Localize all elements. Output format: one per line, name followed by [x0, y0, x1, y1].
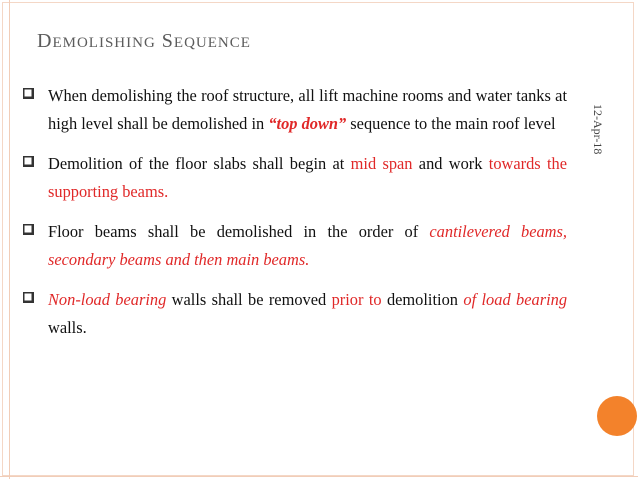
bullet-text: When demolishing the roof structure, all lift machine rooms and water tanks at high level shall be demolished in: [48, 86, 567, 133]
checkbox-bullet-icon: [23, 292, 35, 304]
bullet-text: Demolition of the floor slabs shall begin at: [48, 154, 351, 173]
bullet-list: [22, 82, 567, 354]
bullet-text: walls shall be removed: [166, 290, 332, 309]
slide-title: [37, 30, 251, 53]
slide-date: 12-Apr-18: [591, 104, 605, 155]
decorative-orange-circle: [597, 396, 637, 436]
highlight-prior-to: prior to: [331, 290, 382, 309]
bullet-text: Floor beams shall be demolished in the order of: [48, 222, 430, 241]
left-border-line: [9, 0, 10, 479]
bullet-text: sequence to the main roof level: [346, 114, 556, 133]
bullet-text: demolition: [381, 290, 464, 309]
bullet-floor-beams: [22, 218, 567, 274]
highlight-top-down: “top down”: [268, 114, 347, 133]
highlight-supporting-beams: towards the supporting beams.: [48, 154, 568, 201]
bullet-walls: [22, 286, 567, 342]
highlight-beam-order: cantilevered beams, secondary beams and then main beams.: [48, 222, 567, 269]
title-word-2: EQUENCE: [173, 35, 251, 51]
title-initial-2: S: [161, 30, 174, 52]
highlight-non-load-bearing: Non-load bearing: [48, 290, 167, 309]
highlight-load-bearing: of load bearing: [463, 290, 568, 309]
checkbox-bullet-icon: [23, 88, 35, 100]
bullet-text: and work: [412, 154, 489, 173]
bullet-text: walls.: [48, 318, 87, 337]
title-word-1: EMOLISHING: [52, 35, 156, 51]
bullet-roof-structure: [22, 82, 567, 138]
bullet-floor-slabs: [22, 150, 567, 206]
bottom-border-line: [0, 476, 638, 477]
highlight-mid-span: mid span: [350, 154, 413, 173]
checkbox-bullet-icon: [23, 224, 35, 236]
title-initial-1: D: [37, 30, 53, 52]
checkbox-bullet-icon: [23, 156, 35, 168]
